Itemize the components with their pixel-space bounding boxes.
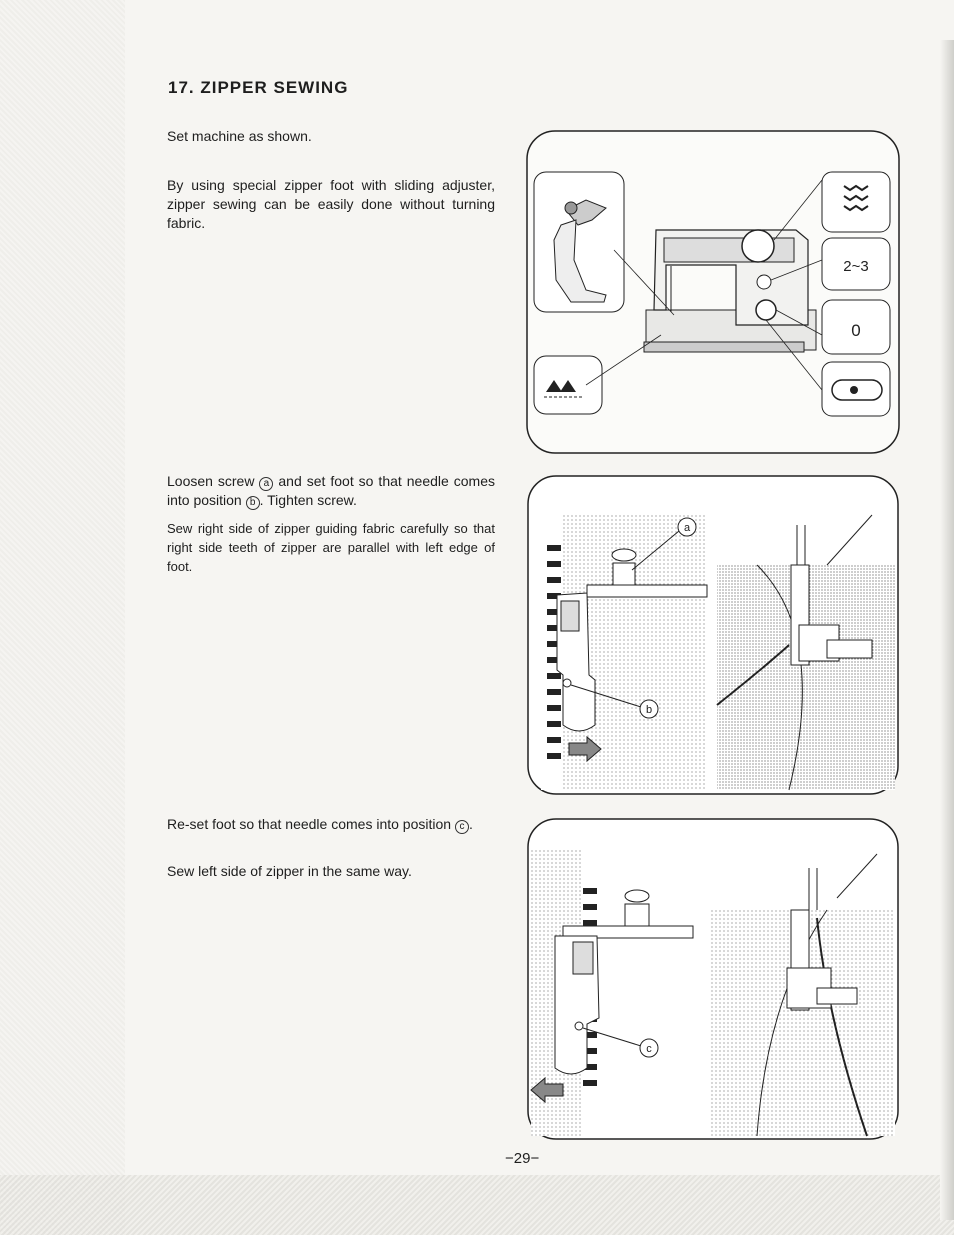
instruction-set-machine: Set machine as shown. (167, 128, 312, 144)
scan-shadow-bottom (0, 1175, 954, 1235)
stitch-pattern-callout (822, 172, 890, 232)
dial-stitch-width (757, 275, 771, 289)
machine-settings-figure (526, 130, 900, 454)
callout-c: c (646, 1043, 652, 1055)
page-number: −29− (505, 1150, 540, 1167)
instruction-sew-left-side: Sew left side of zipper in the same way. (167, 863, 412, 879)
instruction-zipper-foot: By using special zipper foot with sliding adjuster, zipper sewing can be easily done without turning fabric. (167, 177, 495, 231)
zipper-foot-inset (534, 172, 624, 312)
scan-shadow-left (0, 0, 125, 1235)
dial-stitch-pattern (742, 230, 774, 262)
stitch-width-value: 2~3 (843, 258, 869, 275)
dial-stitch-length (756, 300, 776, 320)
pressure-inset (534, 356, 602, 414)
instruction-reset-foot: Re-set foot so that needle comes into position c . (167, 816, 473, 832)
callout-b: b (645, 704, 653, 716)
zipper-left-side-figure (527, 818, 899, 1140)
instruction-loosen-screw: Loosen screw a and set foot so that needle comes into position b . Tighten screw. (167, 473, 495, 508)
marker-a: a (259, 477, 273, 491)
stitch-length-value: 0 (851, 321, 861, 340)
button-dot-icon (850, 386, 858, 394)
callout-a: a (683, 522, 691, 534)
zipper-right-side-figure (527, 475, 899, 795)
section-title: 17. ZIPPER SEWING (168, 78, 349, 97)
instruction-sew-right-side: Sew right side of zipper guiding fabric carefully so that right side teeth of zipper are parallel with left edge of foot. (167, 521, 495, 574)
marker-c: c (455, 820, 469, 834)
marker-b: b (246, 496, 260, 510)
scan-shadow-right (940, 40, 954, 1220)
